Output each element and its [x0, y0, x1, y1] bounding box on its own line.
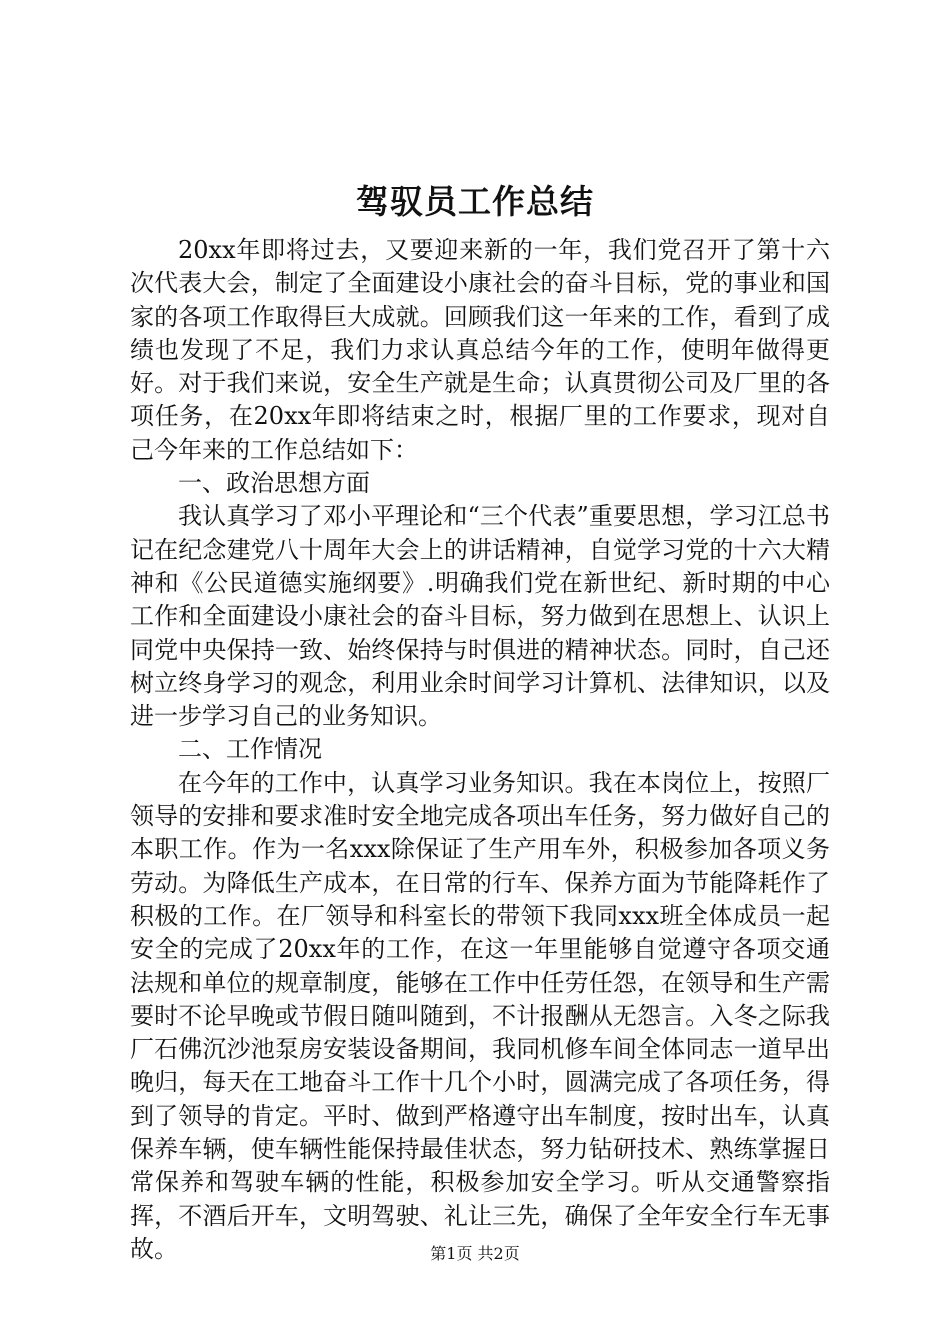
politics-paragraph: 我认真学习了邓小平理论和“三个代表”重要思想，学习江总书记在纪念建党八十周年大会上的讲话精神，自觉学习党的十六大精神和《公民道德实施纲要》.明确我们党在新世纪、新时期的中心工作和全面建设小康社会的奋斗目标，努力做到在思想上、认识上同党中央保持一致、始终保持与时俱进的精神状态。同时，自己还树立终身学习的观念，利用业余时间学习计算机、法律知识，以及进一步学习自己的业务知识。: [130, 502, 830, 731]
intro-paragraph: 20xx年即将过去，又要迎来新的一年，我们党召开了第十六次代表大会，制定了全面建设小康社会的奋斗目标，党的事业和国家的各项工作取得巨大成就。回顾我们这一年来的工作，看到了成绩也发现了不足，我们力求认真总结今年的工作，使明年做得更好。对于我们来说，安全生产就是生命；认真贯彻公司及厂里的各项任务，在20xx年即将结束之时，根据厂里的工作要求，现对自己今年来的工作总结如下：: [130, 236, 830, 464]
work-paragraph: 在今年的工作中，认真学习业务知识。我在本岗位上，按照厂领导的安排和要求准时安全地完成各项出车任务，努力做好自己的本职工作。作为一名xxx除保证了生产用车外，积极参加各项义务劳动。为降低生产成本，在日常的行车、保养方面为节能降耗作了积极的工作。在厂领导和科室长的带领下我同xxx班全体成员一起安全的完成了20xx年的工作，在这一年里能够自觉遵守各项交通法规和单位的规章制度，能够在工作中任劳任怨，在领导和生产需要时不论早晚或节假日随叫随到，不计报酬从无怨言。入冬之际我厂石佛沉沙池泵房安装设备期间，我同机修车间全体同志一道早出晚归，每天在工地奋斗工作十几个小时，圆满完成了各项任务，得到了领导的肯定。平时、做到严格遵守出车制度，按时出车，认真保养车辆，使车辆性能保持最佳状态，努力钻研技术、熟练掌握日常保养和驾驶车辆的性能，积极参加安全学习。听从交通警察指挥，不酒后开车，文明驾驶、礼让三先，确保了全年安全行车无事故。: [130, 768, 830, 1263]
document-body: [130, 234, 830, 1266]
section-heading-politics: 一、政治思想方面: [178, 469, 370, 498]
document-title: 驾驭员工作总结: [356, 182, 594, 221]
page-number-footer: 第1页 共2页: [430, 1244, 520, 1263]
section-heading-work: 二、工作情况: [178, 735, 322, 764]
